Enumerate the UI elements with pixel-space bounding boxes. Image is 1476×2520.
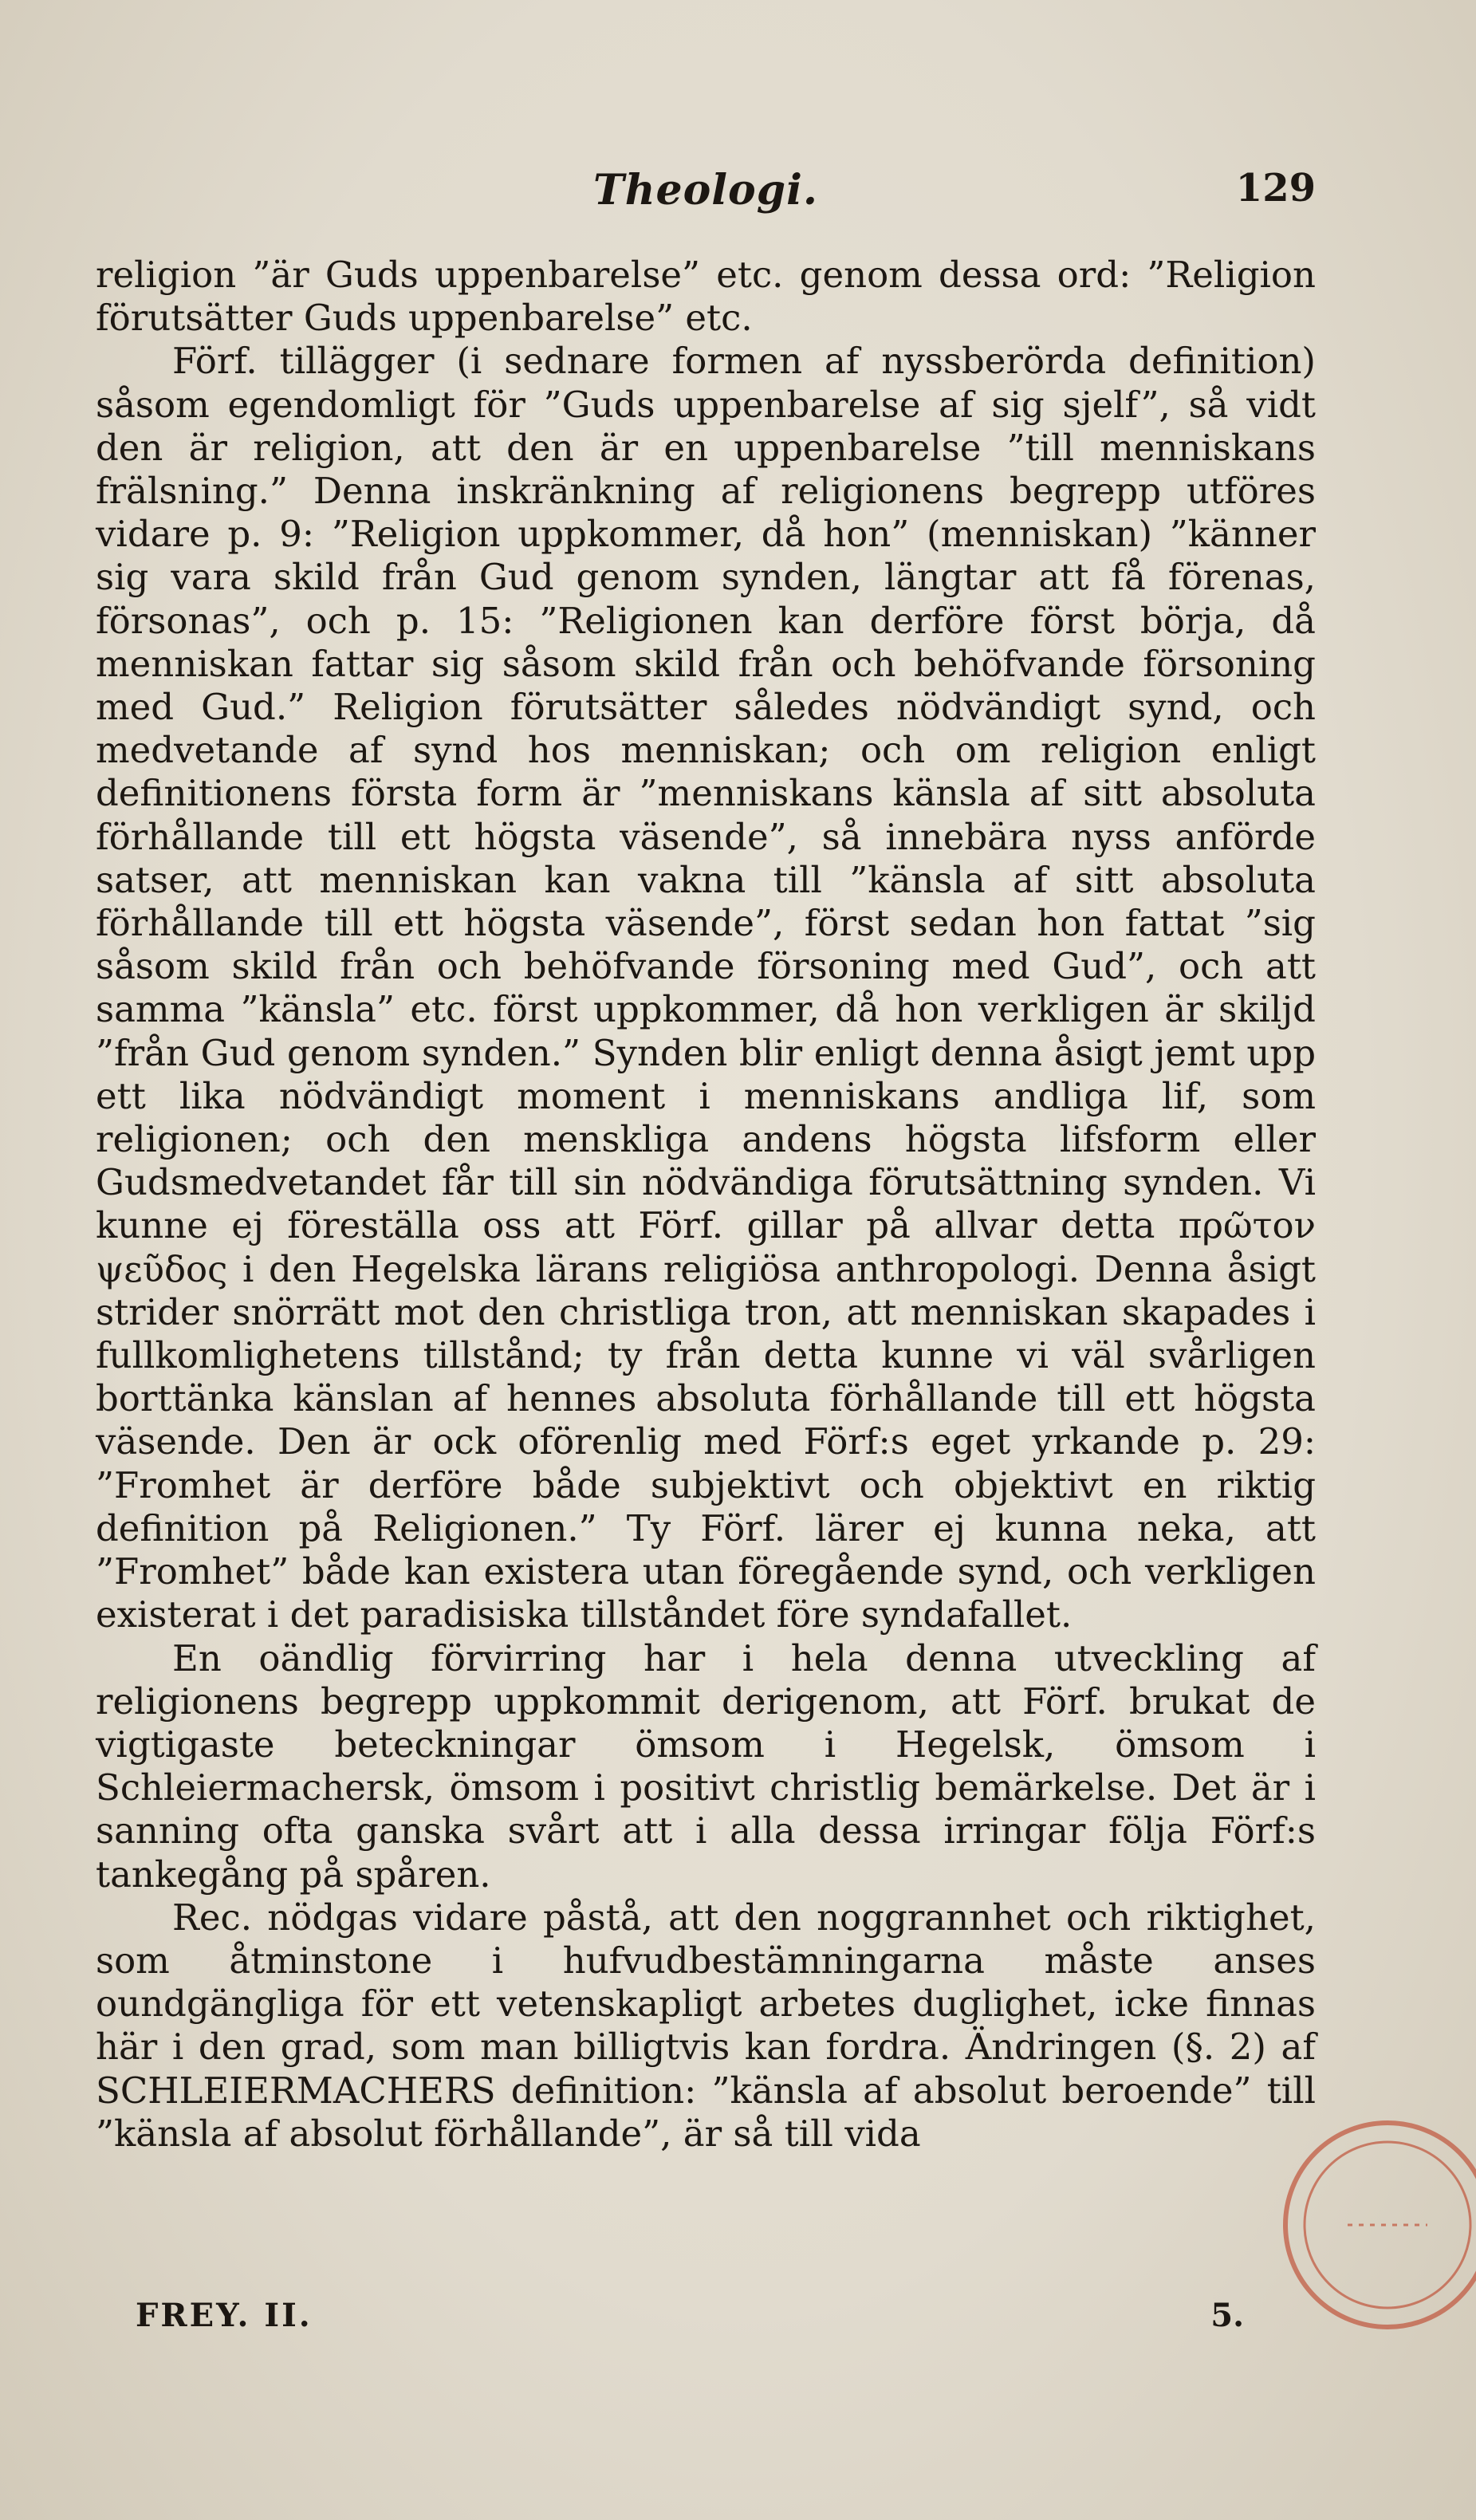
paragraph-continued: religion ”är Guds uppenbarelse” etc. genom dessa ord: ”Religion förutsätter Guds uppenbarelse” etc.: [96, 254, 1316, 340]
paragraph: En oändlig förvirring har i hela denna utveckling af religionens begrepp uppkommit derigenom, att Förf. brukat de vigtigaste beteckningar ömsom i Hegelsk, ömsom i Schleiermachersk, ömsom i positivt christlig bemärkelse. Det är i sanning ofta ganska svårt att i alla dessa irringar följa Förf:s tankegång på spåren.: [96, 1636, 1316, 1896]
printer-signature: FREY. II.: [136, 2297, 313, 2334]
page-footer: [136, 2297, 1244, 2345]
paragraph: Förf. tillägger (i sednare formen af nyssberörda definition) såsom egendomligt för ”Guds uppenbarelse af sig sjelf”, så vidt den är religion, att den är en uppenbarelse ”till menniskans frälsning.” Denna inskränkning af religionens begrepp utföres vidare p. 9: ”Religion uppkommer, då hon” (menniskan) ”känner sig vara skild från Gud genom synden, längtar att få förenas, försonas”, och p. 15: ”Religionen kan derföre först börja, då menniskan fattar sig såsom skild från och behöfvande försoning med Gud.” Religion förutsätter således nödvändigt synd, och medvetande af synd hos menniskan; och om religion enligt definitionens första form är ”menniskans känsla af sitt absoluta förhållande till ett högsta väsende”, så innebära nyss anförde satser, att menniskan kan vakna till ”känsla af sitt absoluta förhållande till ett högsta väsende”, först sedan hon fattat ”sig såsom skild från och behöfvande försoning med Gud”, och att samma ”känsla” etc. först uppkommer, då hon verkligen är skiljd ”från Gud genom synden.” Synden blir enligt denna åsigt jemt upp ett lika nödvändigt moment i menniskans andliga lif, som religionen; och den menskliga andens högsta lifsform eller Gudsmedvetandet får till sin nödvändiga förutsättning synden. Vi kunne ej föreställa oss att Förf. gillar på allvar detta πρῶτον ψεῦδος i den Hegelska lärans religiösa anthropologi. Denna åsigt strider snörrätt mot den christliga tron, att menniskan skapades i fullkomlighetens tillstånd; ty från detta kunne vi väl svårligen borttänka känslan af hennes absoluta förhållande till ett högsta väsende. Den är ock oförenlig med Förf:s eget yrkande p. 29: ”Fromhet är derföre både subjektivt och objektivt en riktig definition på Religionen.” Ty Förf. lärer ej kunna neka, att ”Fromhet” både kan existera utan föregående synd, och verkligen existerat i det paradisiska tillståndet före syndafallet.: [96, 340, 1316, 1636]
stamp-icon: [1285, 2123, 1476, 2327]
page-header: [96, 166, 1316, 222]
running-title: Theologi.: [593, 166, 818, 215]
library-stamp: [1268, 2105, 1476, 2345]
paragraph: Rec. nödgas vidare påstå, att den noggrannhet och riktighet, som åtminstone i hufvudbestämningarna måste anses oundgängliga för ett vetenskapligt arbetes duglighet, icke finnas här i den grad, som man billigtvis kan fordra. Ändringen (§. 2) af SCHLEIERMACHERS definition: ”känsla af absolut beroende” till ”känsla af absolut förhållande”, är så till vida: [96, 1896, 1316, 2155]
signature-mark: 5.: [1210, 2297, 1244, 2334]
body-text: [96, 254, 1316, 2156]
page-number: 129: [1235, 166, 1316, 211]
